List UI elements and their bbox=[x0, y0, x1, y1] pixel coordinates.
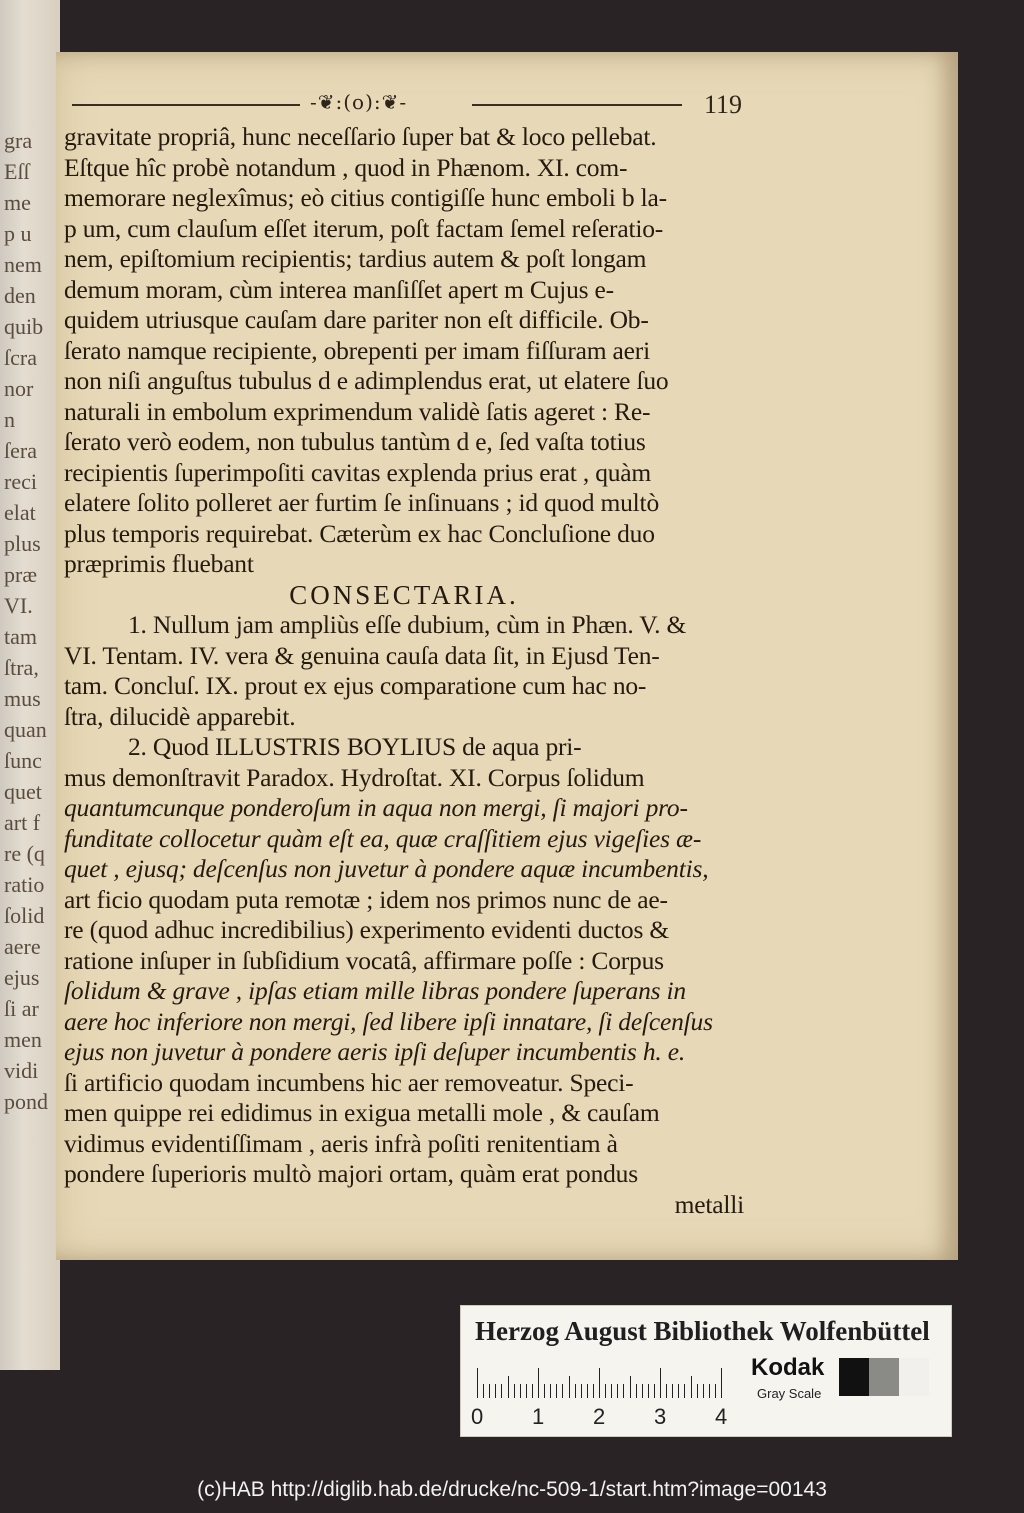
text-line: funditate collocetur quàm eſt ea, quæ craſſitiem ejus vigeſies æ- bbox=[64, 823, 702, 853]
text-line: ſolidum & grave , ipſas etiam mille libras pondere ſuperans in bbox=[64, 976, 686, 1005]
left-page-fragment: Eſſ bbox=[4, 159, 30, 184]
text-line: 1. Nullum jam ampliùs eſſe dubium, cùm in Phæn. V. & bbox=[128, 610, 687, 639]
ruler-tick bbox=[581, 1384, 582, 1398]
left-page-fragment: quib bbox=[4, 314, 44, 339]
ruler-tick bbox=[501, 1384, 502, 1398]
left-page-fragment: VI. bbox=[4, 593, 33, 618]
text-line: 2. Quod ILLUSTRIS BOYLIUS de aqua pri- bbox=[128, 732, 582, 761]
ruler-tick bbox=[654, 1384, 655, 1398]
text-line: quantumcunque ponderoſum in aqua non mergi, ſi majori pro- bbox=[64, 793, 688, 822]
footer-credit: (c)HAB http://diglib.hab.de/drucke/nc-509-1/start.htm?image=00143 bbox=[197, 1478, 827, 1501]
left-page-fragment: re (q bbox=[4, 841, 45, 866]
text-line: elatere ſolito polleret aer furtim ſe inſinuans ; id quod multò bbox=[64, 488, 659, 517]
text-line: p um, cum clauſum eſſet iterum, poſt factam ſemel reſeratio- bbox=[64, 213, 664, 243]
text-line: mus demonſtravit Paradox. Hydroſtat. XI. Corpus ſolidum bbox=[64, 762, 645, 792]
text-line: vidimus evidentiſſimam , aeris infrà poſiti renitentiam à bbox=[64, 1128, 618, 1158]
left-page-fragment: plus bbox=[4, 531, 41, 556]
ruler-tick bbox=[489, 1384, 490, 1398]
ruler-tick bbox=[630, 1376, 631, 1398]
ruler-tick bbox=[508, 1376, 509, 1398]
left-page-fragment: me bbox=[4, 190, 31, 215]
left-page-fragment: mus bbox=[4, 686, 41, 711]
ruler-tick bbox=[575, 1384, 576, 1398]
ruler-tick bbox=[562, 1384, 563, 1398]
left-page-fragment: reci bbox=[4, 469, 37, 494]
left-page-fragment: p u bbox=[4, 221, 32, 246]
ruler-tick bbox=[520, 1384, 521, 1398]
left-page-fragment: men bbox=[4, 1027, 42, 1052]
gray-swatch-white bbox=[899, 1358, 929, 1396]
text-line: VI. Tentam. IV. vera & genuina cauſa data ſit, in Ejusd Ten- bbox=[64, 640, 660, 670]
left-page-fragment: art f bbox=[4, 810, 41, 835]
ruler-tick bbox=[526, 1384, 527, 1398]
gray-swatch-black bbox=[839, 1358, 869, 1396]
ruler-tick bbox=[477, 1368, 478, 1398]
left-page-fragment: quet bbox=[4, 779, 42, 804]
running-head-rule-right bbox=[472, 104, 682, 106]
ruler-label: 2 bbox=[593, 1404, 606, 1429]
library-name: Herzog August Bibliothek Wolfenbüttel bbox=[475, 1316, 930, 1346]
left-page-fragment: nem bbox=[4, 252, 42, 277]
text-line: quidem utriusque cauſam dare pariter non eſt difficile. Ob- bbox=[64, 305, 649, 334]
text-line: ſi artificio quodam incumbens hic aer removeatur. Speci- bbox=[64, 1067, 634, 1097]
ruler-label: 1 bbox=[532, 1404, 545, 1429]
ruler-tick bbox=[660, 1368, 661, 1398]
text-line: recipientis ſuperimpoſiti cavitas explenda prius erat , quàm bbox=[64, 457, 652, 487]
ruler-tick bbox=[684, 1384, 685, 1398]
ruler-tick bbox=[556, 1384, 557, 1398]
left-page-fragment: den bbox=[4, 283, 36, 308]
ruler-tick bbox=[666, 1384, 667, 1398]
ruler-tick bbox=[544, 1384, 545, 1398]
text-line: gravitate propriâ, hunc neceſſario ſuper bat & loco pellebat. bbox=[64, 122, 657, 151]
ruler-tick bbox=[672, 1384, 673, 1398]
left-page-fragment: ſtra, bbox=[4, 655, 39, 680]
left-page-fragment: gra bbox=[4, 128, 33, 153]
ruler-tick bbox=[599, 1368, 600, 1398]
ruler-tick bbox=[678, 1384, 679, 1398]
left-page-fragment: ſcra bbox=[4, 345, 37, 370]
ruler-tick bbox=[605, 1384, 606, 1398]
text-line: præprimis fluebant bbox=[64, 549, 254, 578]
text-line: re (quod adhuc incredibilius) experimento evidenti ductos & bbox=[64, 915, 669, 944]
ruler-tick bbox=[611, 1384, 612, 1398]
text-line: aere hoc inferiore non mergi, ſed libere ipſi innatare, ſi deſcenſus bbox=[64, 1006, 713, 1036]
ruler-tick bbox=[617, 1384, 618, 1398]
ruler-tick bbox=[623, 1384, 624, 1398]
ruler-label: 4 bbox=[715, 1404, 728, 1429]
left-page-fragment: ſunc bbox=[4, 748, 42, 773]
text-line: CONSECTARIA. bbox=[289, 579, 519, 610]
ruler-tick bbox=[514, 1384, 515, 1398]
page-number: 119 bbox=[703, 90, 742, 119]
left-page-fragment: ſi ar bbox=[4, 996, 39, 1021]
text-line: naturali in embolum exprimendum validè ſatis ageret : Re- bbox=[64, 396, 651, 426]
running-head bbox=[72, 90, 742, 119]
text-line: art ficio quodam puta remotæ ; idem nos primos nunc de ae- bbox=[64, 884, 668, 914]
running-head-ornament: -❦:(o):❦- bbox=[310, 90, 408, 114]
ruler-tick bbox=[709, 1384, 710, 1398]
ruler-tick bbox=[538, 1368, 539, 1398]
left-page-fragment: ſolid bbox=[4, 903, 45, 928]
ruler-tick bbox=[550, 1384, 551, 1398]
ruler-tick bbox=[495, 1384, 496, 1398]
left-page-fragment: aere bbox=[4, 934, 41, 959]
kodak-logo: Kodak bbox=[751, 1354, 825, 1381]
text-line: ejus non juvetur à pondere aeris ipſi deſuper incumbentis h. e. bbox=[64, 1037, 686, 1066]
text-line: metalli bbox=[674, 1189, 744, 1219]
ruler-label: 0 bbox=[471, 1404, 484, 1429]
text-line: demum moram, cùm interea manſiſſet apert m Cujus e- bbox=[64, 274, 614, 304]
text-line: ſtra, dilucidè apparebit. bbox=[64, 701, 296, 731]
left-page-fragment: quan bbox=[4, 717, 47, 742]
running-head-rule-left bbox=[72, 104, 300, 106]
gray-scale-label: Gray Scale bbox=[757, 1386, 822, 1401]
ruler-tick bbox=[697, 1384, 698, 1398]
ruler-tick bbox=[569, 1376, 570, 1398]
left-page-fragment: vidi bbox=[4, 1058, 39, 1083]
text-line: nem, epiſtomium recipientis; tardius autem & poſt longam bbox=[64, 244, 647, 273]
ruler-tick bbox=[483, 1384, 484, 1398]
color-target bbox=[460, 1305, 952, 1437]
text-line: men quippe rei edidimus in exigua metalli mole , & cauſam bbox=[64, 1098, 660, 1127]
text-line: ſerato namque recipiente, obrepenti per imam fiſſuram aeri bbox=[64, 335, 650, 365]
ruler-tick bbox=[715, 1384, 716, 1398]
left-page-fragment: nor bbox=[4, 376, 34, 401]
ruler-tick bbox=[532, 1384, 533, 1398]
text-line: memorare neglexîmus; eò citius contigiſſe hunc emboli b la- bbox=[64, 183, 667, 212]
scale-ruler bbox=[471, 1360, 739, 1429]
ruler-tick bbox=[648, 1384, 649, 1398]
left-page-edge bbox=[0, 0, 60, 1370]
text-line: quet , ejusq; deſcenſus non juvetur à pondere aquæ incumbentis, bbox=[64, 854, 709, 883]
left-page-fragment: præ bbox=[4, 562, 37, 587]
main-text bbox=[64, 122, 744, 1220]
left-page-fragment: tam bbox=[4, 624, 37, 649]
left-page-fragment: ſera bbox=[4, 438, 37, 463]
left-page-fragment: elat bbox=[4, 500, 36, 525]
text-line: Eſtque hîc probè notandum , quod in Phænom. XI. com- bbox=[64, 152, 628, 182]
text-line: ſerato verò eodem, non tubulus tantùm d e, ſed vaſta totius bbox=[64, 427, 646, 456]
text-line: tam. Concluſ. IX. prout ex ejus comparatione cum hac no- bbox=[64, 671, 647, 700]
left-page-fragment: pond bbox=[4, 1089, 48, 1114]
text-line: pondere ſuperioris multò majori ortam, quàm erat pondus bbox=[64, 1159, 638, 1188]
ruler-tick bbox=[593, 1384, 594, 1398]
ruler-tick bbox=[642, 1384, 643, 1398]
text-line: ratione inſuper in ſubſidium vocatâ, affirmare poſſe : Corpus bbox=[64, 945, 664, 975]
gray-swatch-mid bbox=[869, 1358, 899, 1396]
ruler-label: 3 bbox=[654, 1404, 667, 1429]
ruler-tick bbox=[721, 1368, 722, 1398]
left-page-fragment: n bbox=[4, 407, 15, 432]
left-page-fragment: ejus bbox=[4, 965, 40, 990]
text-line: plus temporis requirebat. Cæterùm ex hac Concluſione duo bbox=[64, 518, 655, 548]
ruler-tick bbox=[691, 1376, 692, 1398]
ruler-tick bbox=[636, 1384, 637, 1398]
ruler-tick bbox=[587, 1384, 588, 1398]
text-line: non niſi anguſtus tubulus d e adimplendus erat, ut elatere ſuo bbox=[64, 366, 669, 395]
ruler-tick bbox=[703, 1384, 704, 1398]
left-page-fragment: ratio bbox=[4, 872, 45, 897]
